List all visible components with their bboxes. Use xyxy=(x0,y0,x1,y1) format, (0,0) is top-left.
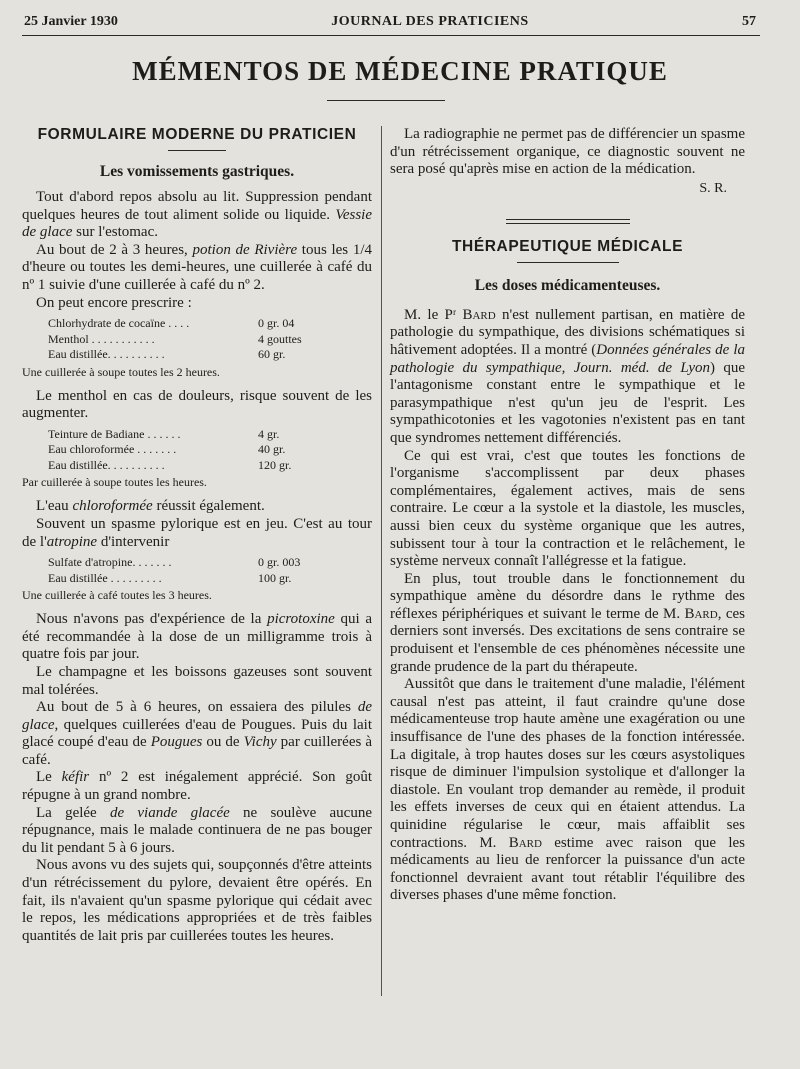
prescription-line: Eau distillée. . . . . . . . . . 60 gr. xyxy=(48,347,286,362)
article-title-doses: Les doses médicamenteuses. xyxy=(474,276,661,294)
double-rule xyxy=(506,219,630,224)
paragraph: En plus, tout trouble dans le fonctionnement du sympathique amène du désordre dans le rythme des réflexes périphériques et suivant le terme de M. Bard, ces derniers sont inversés. Des excitations de sens contraire se produisent et l'ensemble de ces phénomènes nécessite une grande prudence de la part du thérapeute. xyxy=(390,570,745,675)
paragraph: Nous n'avons pas d'expérience de la picrotoxine qui a été recommandée à la dose de un milligramme trois à quatre fois par jour. xyxy=(22,611,373,663)
prescription-2 xyxy=(48,427,320,474)
paragraph: Ce qui est vrai, c'est que toutes les fonctions de l'organisme s'accomplissent par deux phases complémentaires, également actives, mais de sens contraire. Le cœur a la systole et la diastole, les muscles, aussi bien ceux du système organique que les autres, subissent tour à tour la contraction et le relâchement, le système nerveux connaît l'allégresse et la fatigue. xyxy=(390,447,745,570)
prescription-line: Teinture de Badiane . . . . . . 4 gr. xyxy=(48,426,280,441)
prescription-line: Chlorhydrate de cocaïne . . . . 0 gr. 04 xyxy=(48,316,295,331)
prescription-note: Par cuillerée à soupe toutes les heures. xyxy=(22,475,207,490)
paragraph: Au bout de 2 à 3 heures, potion de Rivière tous les 1/4 d'heure ou toutes les demi-heures, une cuillerée à café du nº 1 suivie d'une cuillerée à café du nº 2. xyxy=(22,241,372,293)
prescription-1 xyxy=(48,316,320,363)
section-rule xyxy=(517,262,619,263)
paragraph: Souvent un spasme pylorique est en jeu. C'est au tour de l'atropine d'intervenir xyxy=(22,515,372,550)
prescription-line: Menthol . . . . . . . . . . . 4 gouttes xyxy=(48,331,302,346)
paragraph: Le champagne et les boissons gazeuses sont souvent mal tolérées. xyxy=(22,663,372,698)
section-title-therapeutique: THÉRAPEUTIQUE MÉDICALE xyxy=(451,237,684,255)
column-divider xyxy=(381,126,382,996)
prescription-line: Sulfate d'atropine. . . . . . . 0 gr. 003 xyxy=(48,555,301,570)
prescription-line: Eau distillée. . . . . . . . . . 120 gr. xyxy=(48,457,292,472)
paragraph: M. le Pʳ Bard n'est nullement partisan, en matière de pathologie du sympathique, des divisions schématiques si hâtivement adoptées. Il a montré (Données générales de la pathologie du sympathique, Journ. méd. de Lyon) que l'antagonisme constant entre le sympathique et le parasympathique n'est qu'un jeu de l'esprit. Les sympathicotonies et les vagotonies n'existent pas en tant que syndromes nettement différenciés. xyxy=(390,306,746,446)
article-title-vomissements: Les vomissements gastriques. xyxy=(99,163,295,180)
paragraph: Aussitôt que dans le traitement d'une maladie, l'élément causal n'est pas atteint, il faut craindre qu'une dose médicamenteuse trop haute amène une exagération ou une insuffisance de l'une des phases de la fonction intéressée. La digitale, à trop hautes doses sur les cœurs asystoliques risque de diminuer l'impulsion systolique et d'allonger la diastole. En voulant trop demander au remède, il produit les effets inverses de ceux qui en étaient attendus. La quinidine régularise le cœur, mais affaiblit ses contractions. M. Bard estime avec raison que les médicaments au lieu de renforcer la puissance d'un acte fonctionnel devraient avant tout rétablir l'équilibre des diverses phases d'une même fonction. xyxy=(390,676,745,904)
paragraph: Au bout de 5 à 6 heures, on essaiera des pilules de glace, quelques cuillerées d'eau de Pougues. Puis du lait glacé coupé d'eau de Pougues ou de Vichy par cuillerées à café. xyxy=(22,699,372,768)
prescription-line: Eau distillée . . . . . . . . . 100 gr. xyxy=(48,570,292,585)
paragraph: Le kéfir nº 2 est inégalement apprécié. Son goût répugne à un grand nombre. xyxy=(22,769,372,804)
header-journal-name: JOURNAL DES PRATICIENS xyxy=(331,14,529,29)
running-header xyxy=(24,14,756,36)
prescription-line: Eau chloroformée . . . . . . . 40 gr. xyxy=(48,442,286,457)
section-rule xyxy=(168,150,226,151)
section-title-formulaire: FORMULAIRE MODERNE DU PRATICIEN xyxy=(37,126,357,143)
paragraph: Tout d'abord repos absolu au lit. Suppression pendant quelques heures de tout aliment solide ou liquide. Vessie de glace sur l'estomac. xyxy=(22,189,372,241)
right-column xyxy=(390,126,745,905)
paragraph: La gelée de viande glacée ne soulève aucune répugnance, mais le malade continuera de ne pas bouger du lit pendant 5 à 6 jours. xyxy=(22,804,373,856)
paragraph: Le menthol en cas de douleurs, risque souvent de les augmenter. xyxy=(22,387,372,422)
header-date: 25 Janvier 1930 xyxy=(24,14,118,29)
paragraph: La radiographie ne permet pas de différencier un spasme d'un rétrécissement organique, ce diagnostic souvent ne sera posé qu'après mise en action de la médication. xyxy=(390,126,745,178)
title-rule xyxy=(327,100,445,101)
paragraph: L'eau chloroformée réussit également. xyxy=(36,498,265,515)
paragraph: On peut encore prescrire : xyxy=(36,294,192,311)
paragraph: Nous avons vu des sujets qui, soupçonnés d'être atteints d'un rétrécissement du pylore, devaient être opérés. En fait, ils n'avaient qu'un spasme pylorique qui cédait avec le repos, les médications appropriées et de très faibles quantités de lait pris par cuillerées toutes les heures. xyxy=(22,857,372,944)
signature: S. R. xyxy=(699,180,727,196)
prescription-note: Une cuillerée à soupe toutes les 2 heures. xyxy=(22,364,220,379)
left-column xyxy=(22,126,372,945)
prescription-note: Une cuillerée à café toutes les 3 heures. xyxy=(22,588,212,603)
main-title: MÉMENTOS DE MÉDECINE PRATIQUE xyxy=(132,56,668,86)
prescription-3 xyxy=(48,555,320,586)
header-rule xyxy=(22,35,760,36)
header-page-number: 57 xyxy=(742,14,756,29)
